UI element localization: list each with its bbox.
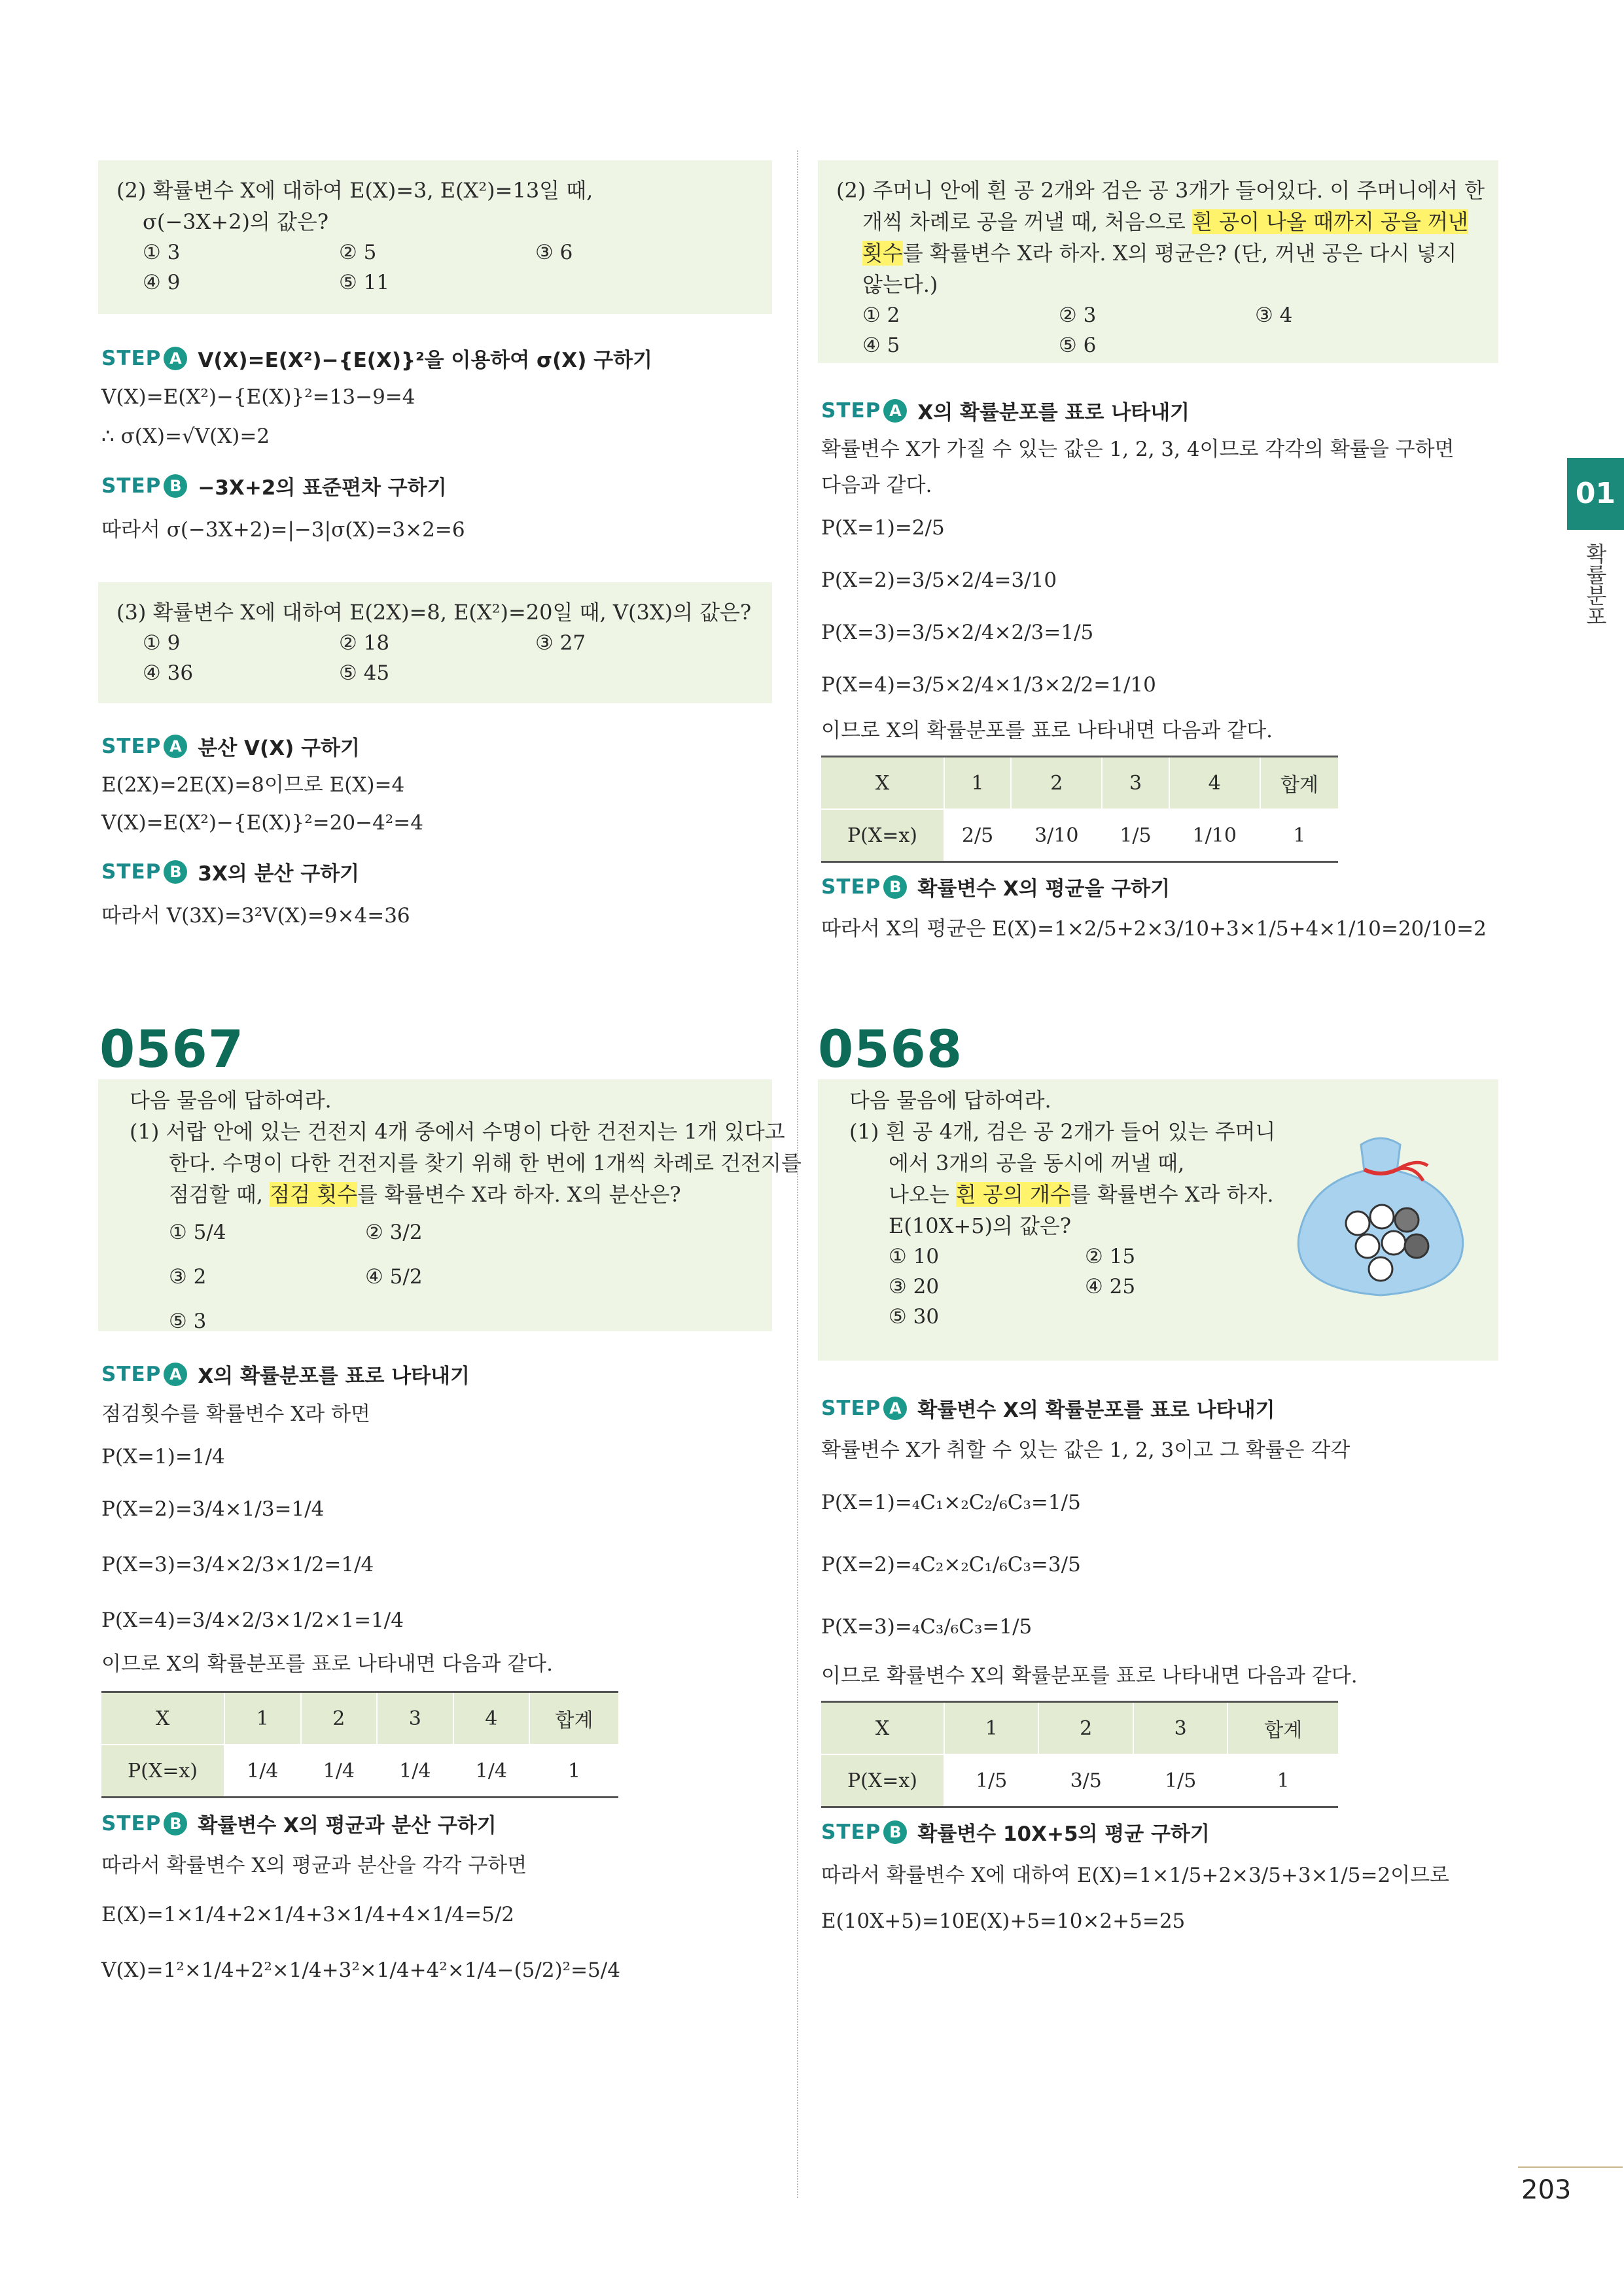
table-cell: 1/5: [1102, 809, 1169, 862]
table-cell: 2: [1011, 757, 1102, 810]
table-cell: 1: [944, 1702, 1038, 1755]
table-cell: 1/5: [944, 1754, 1038, 1807]
solution-line: P(X=3)=3/5×2/4×2/3=1/5: [821, 621, 1094, 644]
step-b-heading: STEP B 확률변수 X의 평균과 분산 구하기: [101, 1811, 497, 1837]
solution-line: P(X=4)=3/5×2/4×1/3×2/2=1/10: [821, 673, 1156, 697]
step-b-heading: STEP B 확률변수 10X+5의 평균 구하기: [821, 1820, 1210, 1846]
table-cell: X: [821, 1702, 944, 1755]
solution-line: 확률변수 X가 가질 수 있는 값은 1, 2, 3, 4이므로 각각의 확률을 구하면: [821, 438, 1455, 461]
question-line: 점검할 때, 점검 횟수를 확률변수 X라 하자. X의 분산은?: [169, 1182, 681, 1207]
question-box-2: [98, 160, 772, 314]
solution-line: 따라서 V(3X)=3²V(X)=9×4=36: [101, 904, 410, 928]
solution-line: P(X=4)=3/4×2/3×1/2×1=1/4: [101, 1609, 404, 1632]
question-line: E(10X+5)의 값은?: [889, 1213, 1072, 1238]
solution-line: P(X=2)=₄C₂×₂C₁/₆C₃=3/5: [821, 1553, 1081, 1576]
step-a-heading: STEP A X의 확률분포를 표로 나타내기: [101, 1362, 470, 1388]
step-a-heading: STEP A 확률변수 X의 확률분포를 표로 나타내기: [821, 1396, 1275, 1422]
table-cell: 1: [1227, 1754, 1338, 1807]
solution-line: 다음과 같다.: [821, 474, 932, 497]
step-a-heading: STEP A X의 확률분포를 표로 나타내기: [821, 398, 1190, 425]
solution-line: P(X=3)=₄C₃/₆C₃=1/5: [821, 1615, 1033, 1639]
solution-line: P(X=3)=3/4×2/3×1/2=1/4: [101, 1553, 374, 1576]
question-box-2-right: [818, 160, 1498, 363]
solution-line: V(X)=1²×1/4+2²×1/4+3²×1/4+4²×1/4−(5/2)²=5/4: [101, 1958, 620, 1982]
option[interactable]: ④ 5/2: [365, 1265, 423, 1289]
table-cell: 1/4: [377, 1745, 453, 1798]
option[interactable]: ③ 4: [1255, 304, 1293, 327]
solution-line: E(2X)=2E(X)=8이므로 E(X)=4: [101, 773, 405, 797]
table-cell: 2/5: [944, 809, 1011, 862]
problem-number: 0567: [99, 1020, 245, 1079]
question-intro: 다음 물음에 답하여라.: [849, 1088, 1051, 1113]
chapter-tab[interactable]: 01: [1567, 458, 1624, 530]
option[interactable]: ② 5: [339, 241, 377, 264]
table-cell: 합계: [529, 1692, 618, 1745]
page-rule: [1518, 2166, 1623, 2168]
step-a-heading: STEP A 분산 V(X) 구하기: [101, 734, 360, 760]
table-cell: 합계: [1260, 757, 1338, 810]
table-cell: 1: [224, 1692, 301, 1745]
solution-line: 확률변수 X가 취할 수 있는 값은 1, 2, 3이고 그 확률은 각각: [821, 1438, 1350, 1462]
solution-line: P(X=1)=₄C₁×₂C₂/₆C₃=1/5: [821, 1491, 1081, 1514]
option[interactable]: ④ 36: [143, 661, 194, 685]
table-cell: 3/10: [1011, 809, 1102, 862]
table-cell: 3/5: [1038, 1754, 1133, 1807]
option[interactable]: ③ 20: [889, 1275, 940, 1298]
solution-line: E(10X+5)=10E(X)+5=10×2+5=25: [821, 1909, 1186, 1933]
highlight: 점검 횟수: [270, 1182, 357, 1207]
option[interactable]: ① 10: [889, 1245, 940, 1268]
option[interactable]: ⑤ 3: [169, 1310, 207, 1333]
question-line: 에서 3개의 공을 동시에 꺼낼 때,: [889, 1151, 1185, 1175]
table-cell: 3: [1102, 757, 1169, 810]
solution-line: 이므로 X의 확률분포를 표로 나타내면 다음과 같다.: [821, 719, 1273, 742]
table-cell: 1/4: [224, 1745, 301, 1798]
solution-line: E(X)=1×1/4+2×1/4+3×1/4+4×1/4=5/2: [101, 1903, 515, 1926]
table-cell: 4: [1169, 757, 1260, 810]
option[interactable]: ① 2: [862, 304, 900, 327]
option[interactable]: ① 5/4: [169, 1221, 226, 1244]
table-cell: X: [821, 757, 944, 810]
table-cell: 3: [377, 1692, 453, 1745]
table-cell: 1: [529, 1745, 618, 1798]
step-b-heading: STEP B 확률변수 X의 평균을 구하기: [821, 875, 1171, 901]
option[interactable]: ⑤ 30: [889, 1305, 940, 1329]
table-cell: 1/10: [1169, 809, 1260, 862]
table-cell: P(X=x): [821, 1754, 944, 1807]
highlight: 흰 공이 나올 때까지 공을 꺼낸: [1192, 209, 1468, 234]
solution-line: 점검횟수를 확률변수 X라 하면: [101, 1402, 370, 1426]
solution-line: V(X)=E(X²)−{E(X)}²=20−4²=4: [101, 811, 423, 835]
option[interactable]: ④ 25: [1085, 1275, 1136, 1298]
question-line: (1) 흰 공 4개, 검은 공 2개가 들어 있는 주머니: [849, 1119, 1276, 1144]
table-cell: 1: [944, 757, 1011, 810]
question-line: (3) 확률변수 X에 대하여 E(2X)=8, E(X²)=20일 때, V(3X)의 값은?: [116, 600, 752, 625]
option[interactable]: ① 3: [143, 241, 181, 264]
solution-line: P(X=2)=3/5×2/4=3/10: [821, 568, 1057, 592]
solution-line: P(X=2)=3/4×1/3=1/4: [101, 1497, 325, 1521]
option[interactable]: ③ 27: [535, 631, 586, 655]
question-box-567: [98, 1079, 802, 1333]
chapter-label: 확률분포: [1583, 543, 1608, 627]
solution-line: V(X)=E(X²)−{E(X)}²=13−9=4: [101, 385, 415, 409]
question-line: 한다. 수명이 다한 건전지를 찾기 위해 한 번에 1개씩 차례로 건전지를: [169, 1151, 802, 1175]
option[interactable]: ③ 2: [169, 1265, 207, 1289]
ball-bag-illustration: [1282, 1119, 1479, 1308]
solution-line: 따라서 확률변수 X의 평균과 분산을 각각 구하면: [101, 1854, 527, 1877]
table-cell: 4: [453, 1692, 530, 1745]
table-cell: 1/4: [453, 1745, 530, 1798]
table-cell: 3: [1133, 1702, 1227, 1755]
option[interactable]: ④ 9: [143, 271, 181, 294]
step-a-heading: STEP A V(X)=E(X²)−{E(X)}²을 이용하여 σ(X) 구하기: [101, 346, 652, 372]
column-divider: [797, 150, 798, 2198]
highlight: 흰 공의 개수: [955, 1182, 1070, 1207]
probability-table: [821, 756, 1338, 863]
question-line: 개씩 차례로 공을 꺼낼 때, 처음으로 흰 공이 나올 때까지 공을 꺼낸: [862, 209, 1468, 234]
solution-line: 따라서 σ(−3X+2)=|−3|σ(X)=3×2=6: [101, 518, 465, 542]
solution-line: ∴ σ(X)=√V(X)=2: [101, 425, 270, 448]
solution-line: 따라서 X의 평균은 E(X)=1×2/5+2×3/10+3×1/5+4×1/10=20/10=2: [821, 917, 1487, 941]
table-cell: 2: [301, 1692, 378, 1745]
solution-line: 이므로 확률변수 X의 확률분포를 표로 나타내면 다음과 같다.: [821, 1664, 1358, 1688]
option[interactable]: ① 9: [143, 631, 181, 655]
table-cell: X: [101, 1692, 224, 1745]
option[interactable]: ② 3/2: [365, 1221, 423, 1244]
table-cell: 1/4: [301, 1745, 378, 1798]
question-line: 횟수를 확률변수 X라 하자. X의 평균은? (단, 꺼낸 공은 다시 넣지: [862, 241, 1457, 266]
option[interactable]: ② 18: [339, 631, 390, 655]
highlight: 횟수: [862, 241, 903, 266]
question-intro: 다음 물음에 답하여라.: [130, 1088, 332, 1113]
option[interactable]: ② 15: [1085, 1245, 1136, 1268]
option[interactable]: ⑤ 45: [339, 661, 390, 685]
question-line: σ(−3X+2)의 값은?: [143, 209, 329, 234]
option[interactable]: ③ 6: [535, 241, 573, 264]
question-line: (2) 주머니 안에 흰 공 2개와 검은 공 3개가 들어있다. 이 주머니에서 한: [836, 178, 1485, 203]
solution-line: P(X=1)=1/4: [101, 1445, 225, 1469]
table-cell: P(X=x): [101, 1745, 224, 1798]
probability-table: [821, 1701, 1338, 1808]
problem-number: 0568: [818, 1020, 963, 1079]
step-b-heading: STEP B 3X의 분산 구하기: [101, 860, 360, 886]
table-cell: 1/5: [1133, 1754, 1227, 1807]
question-line: (1) 서랍 안에 있는 건전지 4개 중에서 수명이 다한 건전지는 1개 있다고: [130, 1119, 785, 1144]
step-b-heading: STEP B −3X+2의 표준편차 구하기: [101, 474, 447, 500]
table-cell: P(X=x): [821, 809, 944, 862]
option[interactable]: ② 3: [1059, 304, 1097, 327]
option[interactable]: ④ 5: [862, 334, 900, 357]
question-box-3: [98, 582, 772, 703]
page-number: 203: [1521, 2175, 1572, 2205]
question-line: 않는다.): [862, 272, 938, 297]
solution-line: P(X=1)=2/5: [821, 516, 945, 540]
solution-line: 이므로 X의 확률분포를 표로 나타내면 다음과 같다.: [101, 1652, 553, 1676]
table-cell: 합계: [1227, 1702, 1338, 1755]
option[interactable]: ⑤ 6: [1059, 334, 1097, 357]
option[interactable]: ⑤ 11: [339, 271, 390, 294]
question-line: 나오는 흰 공의 개수를 확률변수 X라 하자.: [889, 1182, 1274, 1207]
probability-table: [101, 1691, 618, 1798]
question-line: (2) 확률변수 X에 대하여 E(X)=3, E(X²)=13일 때,: [116, 178, 593, 203]
table-cell: 2: [1038, 1702, 1133, 1755]
solution-line: 따라서 확률변수 X에 대하여 E(X)=1×1/5+2×3/5+3×1/5=2이므로: [821, 1864, 1450, 1887]
table-cell: 1: [1260, 809, 1338, 862]
